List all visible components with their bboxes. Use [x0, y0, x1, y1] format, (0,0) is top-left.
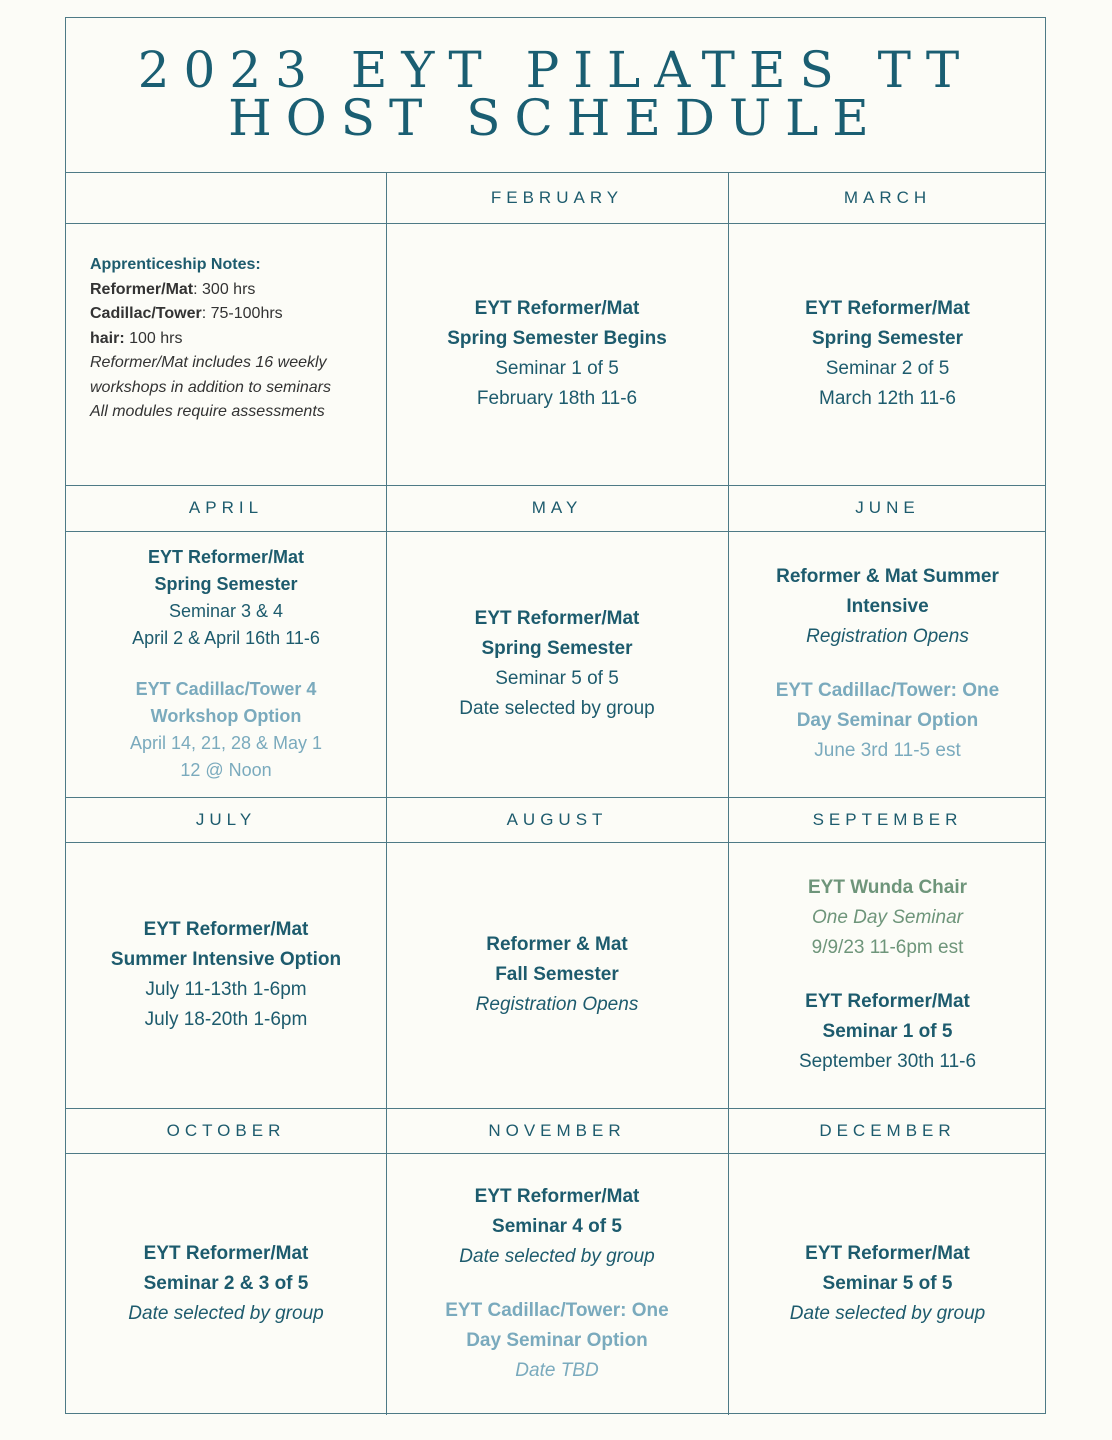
event-line: Seminar 5 of 5 [822, 1273, 953, 1294]
event-line: 12 @ Noon [180, 760, 272, 780]
event-line: Date selected by group [459, 698, 655, 719]
event-line: Spring Semester [154, 574, 298, 594]
event-line: July 18-20th 1-6pm [144, 1009, 308, 1030]
event-line: February 18th 11-6 [476, 388, 638, 409]
month-cell-february [386, 223, 728, 485]
notes-line [90, 278, 331, 303]
apprenticeship-notes [90, 253, 331, 425]
event-line: Workshop Option [150, 706, 302, 726]
event-line: Spring Semester Begins [447, 328, 667, 349]
event-line: EYT Reformer/Mat [805, 991, 970, 1012]
event-line: EYT Wunda Chair [807, 877, 968, 898]
event-line: Date TBD [515, 1360, 599, 1381]
event-line: Seminar 3 & 4 [168, 601, 284, 621]
month-header-december: DECEMBER [819, 1120, 956, 1140]
event-line: July 11-13th 1-6pm [145, 979, 307, 1000]
month-cell-august [386, 842, 728, 1108]
month-cell-june [728, 531, 1047, 797]
month-header-february: FEBRUARY [490, 187, 624, 207]
month-header-september: SEPTEMBER [812, 809, 963, 829]
event-line: March 12th 11-6 [819, 388, 956, 409]
event-line: September 30th 11-6 [798, 1051, 977, 1072]
event-line: Date selected by group [128, 1303, 324, 1324]
event-line: Seminar 1 of 5 [495, 358, 619, 379]
event-line: Registration Opens [806, 626, 969, 647]
event-line: 9/9/23 11-6pm est [811, 937, 964, 958]
notes-label: hair: [90, 329, 125, 347]
event-line: Seminar 5 of 5 [495, 668, 619, 689]
event-line: Day Seminar Option [466, 1330, 648, 1351]
event-line: Day Seminar Option [796, 710, 979, 731]
event-line: EYT Reformer/Mat [805, 298, 970, 319]
notes-line [90, 302, 331, 327]
event-line: EYT Reformer/Mat [474, 298, 640, 319]
event-line: April 14, 21, 28 & May 1 [129, 733, 323, 753]
event-line: Spring Semester [481, 638, 633, 659]
event-line: Seminar 2 of 5 [825, 358, 950, 379]
month-cell-may [386, 531, 728, 797]
event-line: Seminar 4 of 5 [492, 1216, 622, 1237]
event-line: EYT Cadillac/Tower: One [775, 680, 1000, 701]
month-header-july: JULY [195, 809, 257, 829]
event-line: EYT Reformer/Mat [474, 1186, 640, 1207]
event-line: EYT Reformer/Mat [143, 919, 309, 940]
month-header-august: AUGUST [506, 809, 608, 829]
event-line: EYT Reformer/Mat [147, 547, 305, 567]
notes-label: Reformer/Mat [90, 280, 194, 298]
month-header-may: MAY [531, 498, 583, 517]
notes-value: : 300 hrs [193, 280, 256, 298]
month-cell-october [66, 1153, 386, 1415]
event-line: One Day Seminar [811, 907, 963, 928]
notes-value: 100 hrs [124, 329, 183, 347]
notes-cell [66, 223, 386, 485]
month-cell-july [66, 842, 386, 1108]
event-line: Registration Opens [475, 994, 639, 1015]
notes-value: : 75-100hrs [201, 305, 283, 322]
month-cell-march [728, 223, 1047, 485]
notes-heading: Apprenticeship Notes: [90, 256, 261, 273]
event-line: Spring Semester [812, 328, 963, 349]
title-line-1: 2023 EYT PILATES TT [137, 41, 974, 99]
month-cell-april [66, 531, 386, 797]
month-header-november: NOVEMBER [488, 1120, 626, 1140]
event-line: April 2 & April 16th 11-6 [132, 628, 320, 648]
notes-label: Cadillac/Tower [90, 305, 202, 322]
month-cell-november [386, 1153, 728, 1415]
event-line: Date selected by group [789, 1303, 986, 1324]
event-line: Reformer & Mat Summer [776, 566, 999, 587]
event-line: EYT Reformer/Mat [805, 1243, 970, 1264]
notes-italic-line: Reformer/Mat includes 16 weekly [90, 354, 327, 371]
event-line: Intensive [846, 596, 929, 617]
month-header-april: APRIL [188, 498, 264, 517]
event-line: Date selected by group [459, 1246, 655, 1267]
event-line: Seminar 2 & 3 of 5 [143, 1273, 309, 1294]
schedule-table [65, 17, 1046, 1414]
event-line: Reformer & Mat [486, 934, 628, 955]
month-header-october: OCTOBER [166, 1120, 286, 1140]
title-line-2: HOST SCHEDULE [228, 89, 883, 147]
event-line: EYT Cadillac/Tower: One [445, 1300, 669, 1321]
event-line: EYT Reformer/Mat [474, 608, 640, 629]
event-line: EYT Reformer/Mat [143, 1243, 309, 1264]
notes-italic-line: workshops in addition to seminars [90, 378, 332, 396]
page-title [66, 41, 1045, 147]
month-cell-december [728, 1153, 1047, 1415]
event-line: Seminar 1 of 5 [822, 1021, 953, 1042]
event-line: EYT Cadillac/Tower 4 [135, 679, 317, 699]
month-header-june: JUNE [855, 498, 920, 517]
month-header-march: MARCH [843, 187, 932, 207]
event-line: Summer Intensive Option [110, 949, 342, 970]
event-line: June 3rd 11-5 est [814, 740, 961, 761]
notes-line [90, 327, 331, 352]
event-line: Fall Semester [495, 964, 619, 985]
month-cell-september [728, 842, 1047, 1108]
notes-italic-line: All modules require assessments [90, 403, 325, 420]
